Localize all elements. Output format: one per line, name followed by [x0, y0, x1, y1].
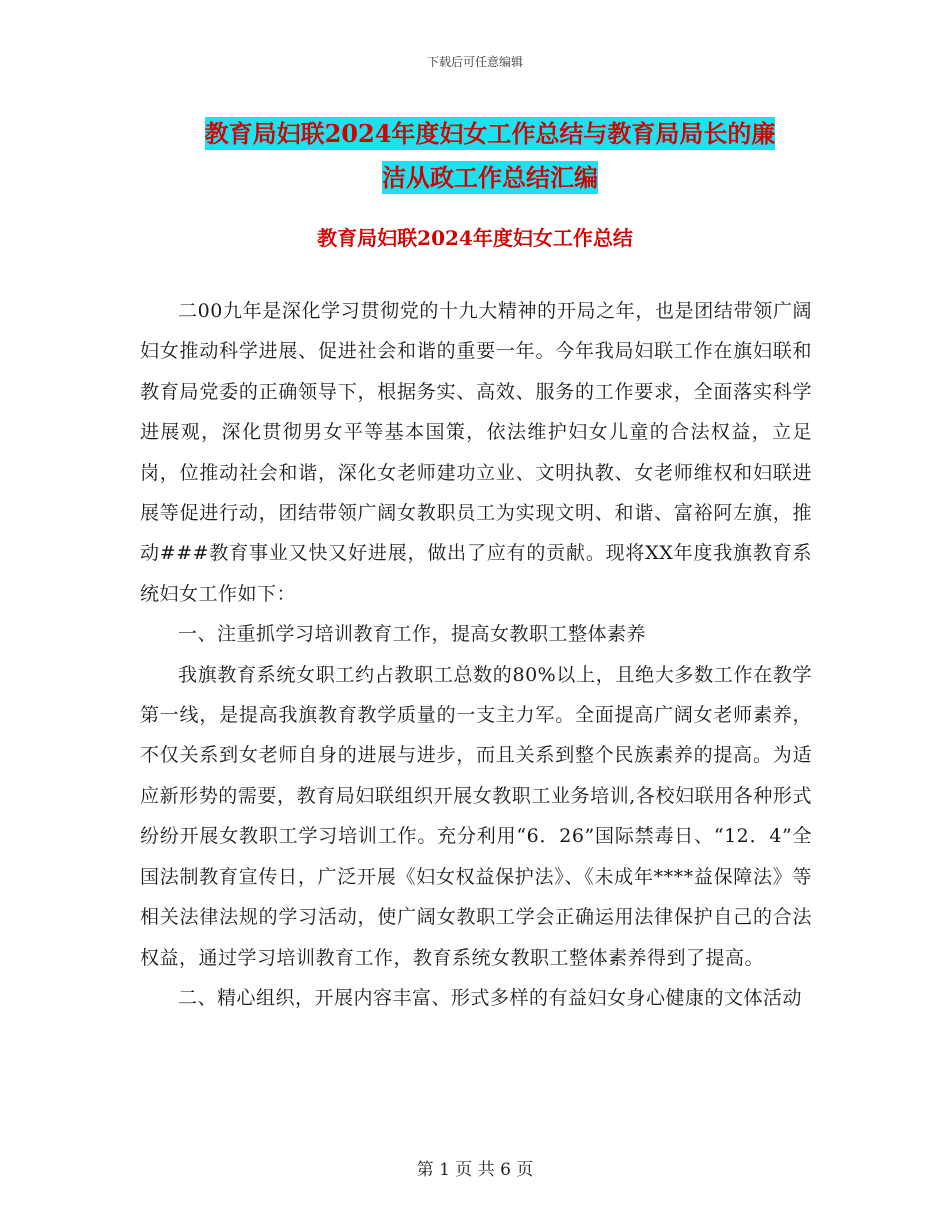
document-title: [140, 112, 840, 200]
paragraph-intro: 二00九年是深化学习贯彻党的十九大精神的开局之年，也是团结带领广阔妇女推动科学进展、促进社会和谐的重要一年。今年我局妇联工作在旗妇联和教育局党委的正确领导下，根据务实、高效、服务的工作要求，全面落实科学进展观，深化贯彻男女平等基本国策，依法维护妇女儿童的合法权益，立足岗，位推动社会和谐，深化女老师建功立业、文明执教、女老师维权和妇联进展等促进行动，团结带领广阔女教职员工为实现文明、和谐、富裕阿左旗，推动###教育事业又快又好进展，做出了应有的贡献。现将XX年度我旗教育系统妇女工作如下：: [140, 300, 812, 605]
body-text: [140, 291, 812, 1018]
paragraph-training: 我旗教育系统女职工约占教职工总数的80%以上，且绝大多数工作在教学第一线，是提高我旗教育教学质量的一支主力军。全面提高广阔女老师素养，不仅关系到女老师自身的进展与进步，而且关系到整个民族素养的提高。为适应新形势的需要，教育局妇联组织开展女教职工业务培训,各校妇联用各种形式纷纷开展女教职工学习培训工作。充分利用“6．26”国际禁毒日、“12．4”全国法制教育宣传日，广泛开展《妇女权益保护法》、《未成年****益保障法》等相关法律法规的学习活动，使广阔女教职工学会正确运用法律保护自己的合法权益，通过学习培训教育工作，教育系统女教职工整体素养得到了提高。: [140, 663, 812, 969]
section-title: 教育局妇联2024年度妇女工作总结: [317, 226, 633, 250]
page-number-footer: 第 1 页 共 6 页: [416, 1160, 534, 1180]
page-header-note: 下载后可任意编辑: [426, 55, 523, 69]
paragraph-heading-2: 二、精心组织，开展内容丰富、形式多样的有益妇女身心健康的文体活动: [178, 986, 803, 1009]
document-title-line-2: 洁从政工作总结汇编: [382, 163, 598, 192]
paragraph-heading-1: 一、注重抓学习培训教育工作，提高女教职工整体素养: [178, 623, 647, 646]
document-title-line-1: 教育局妇联2024年度妇女工作总结与教育局局长的廉: [204, 119, 776, 148]
